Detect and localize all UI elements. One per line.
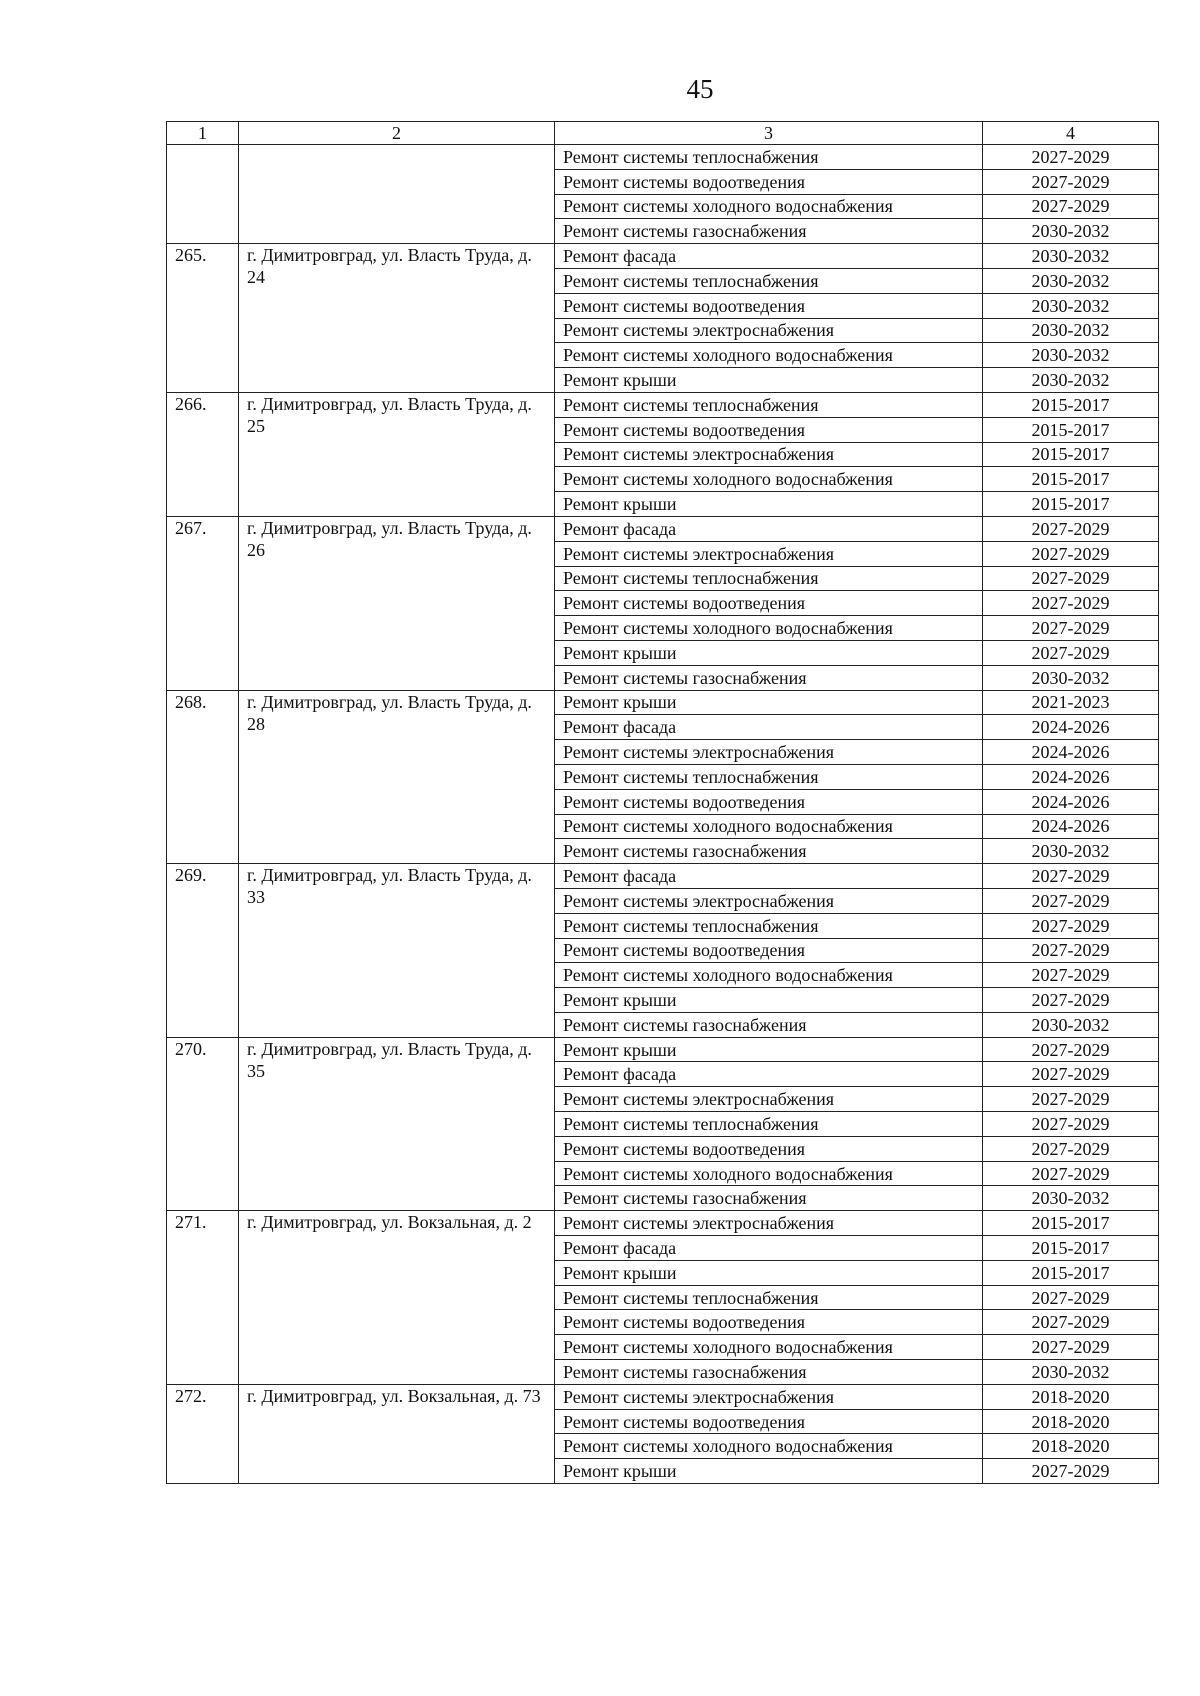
work-period: 2030-2032 <box>983 839 1159 864</box>
work-period: 2027-2029 <box>983 963 1159 988</box>
header-col-1: 1 <box>167 122 239 145</box>
work-period: 2027-2029 <box>983 1062 1159 1087</box>
work-period: 2027-2029 <box>983 1335 1159 1360</box>
work-period: 2015-2017 <box>983 467 1159 492</box>
building-address: г. Димитровград, ул. Власть Труда, д. 33 <box>239 864 555 1038</box>
building-address: г. Димитровград, ул. Власть Труда, д. 25 <box>239 392 555 516</box>
work-period: 2030-2032 <box>983 318 1159 343</box>
item-number: 271. <box>167 1211 239 1385</box>
work-type: Ремонт системы водоотведения <box>555 417 983 442</box>
item-number <box>167 145 239 244</box>
work-period: 2027-2029 <box>983 566 1159 591</box>
building-address <box>239 145 555 244</box>
table-row <box>167 690 1159 715</box>
work-type: Ремонт системы холодного водоснабжения <box>555 467 983 492</box>
work-type: Ремонт крыши <box>555 690 983 715</box>
table-row <box>167 1037 1159 1062</box>
work-type: Ремонт системы электроснабжения <box>555 1087 983 1112</box>
page-number: 45 <box>686 74 714 104</box>
item-number: 268. <box>167 690 239 864</box>
work-period: 2027-2029 <box>983 194 1159 219</box>
header-row <box>167 122 1159 145</box>
work-type: Ремонт фасада <box>555 1236 983 1261</box>
work-period: 2030-2032 <box>983 368 1159 393</box>
work-type: Ремонт системы электроснабжения <box>555 1211 983 1236</box>
work-type: Ремонт системы водоотведения <box>555 1310 983 1335</box>
work-type: Ремонт фасада <box>555 864 983 889</box>
item-number: 270. <box>167 1037 239 1211</box>
work-period: 2030-2032 <box>983 665 1159 690</box>
table-body <box>167 145 1159 1484</box>
work-type: Ремонт системы водоотведения <box>555 1136 983 1161</box>
work-type: Ремонт системы теплоснабжения <box>555 392 983 417</box>
work-type: Ремонт системы водоотведения <box>555 293 983 318</box>
work-type: Ремонт системы теплоснабжения <box>555 268 983 293</box>
work-type: Ремонт системы электроснабжения <box>555 318 983 343</box>
work-period: 2030-2032 <box>983 1186 1159 1211</box>
work-period: 2024-2026 <box>983 814 1159 839</box>
item-number: 269. <box>167 864 239 1038</box>
building-address: г. Димитровград, ул. Власть Труда, д. 28 <box>239 690 555 864</box>
work-type: Ремонт крыши <box>555 1260 983 1285</box>
table-row <box>167 244 1159 269</box>
work-type: Ремонт системы газоснабжения <box>555 1012 983 1037</box>
work-period: 2024-2026 <box>983 764 1159 789</box>
repair-schedule-table <box>166 121 1159 1484</box>
work-type: Ремонт системы электроснабжения <box>555 541 983 566</box>
work-period: 2018-2020 <box>983 1434 1159 1459</box>
work-type: Ремонт крыши <box>555 1037 983 1062</box>
work-period: 2027-2029 <box>983 1285 1159 1310</box>
work-period: 2018-2020 <box>983 1384 1159 1409</box>
work-type: Ремонт фасада <box>555 516 983 541</box>
work-type: Ремонт системы теплоснабжения <box>555 1112 983 1137</box>
work-period: 2015-2017 <box>983 1236 1159 1261</box>
work-type: Ремонт системы теплоснабжения <box>555 145 983 170</box>
work-period: 2030-2032 <box>983 268 1159 293</box>
work-period: 2030-2032 <box>983 293 1159 318</box>
work-period: 2015-2017 <box>983 492 1159 517</box>
work-period: 2024-2026 <box>983 789 1159 814</box>
work-type: Ремонт системы холодного водоснабжения <box>555 194 983 219</box>
building-address: г. Димитровград, ул. Вокзальная, д. 2 <box>239 1211 555 1385</box>
work-type: Ремонт системы газоснабжения <box>555 219 983 244</box>
work-type: Ремонт фасада <box>555 1062 983 1087</box>
work-period: 2027-2029 <box>983 888 1159 913</box>
work-period: 2027-2029 <box>983 169 1159 194</box>
work-type: Ремонт фасада <box>555 715 983 740</box>
work-period: 2027-2029 <box>983 988 1159 1013</box>
work-type: Ремонт системы электроснабжения <box>555 442 983 467</box>
work-type: Ремонт системы холодного водоснабжения <box>555 616 983 641</box>
work-type: Ремонт крыши <box>555 988 983 1013</box>
work-period: 2030-2032 <box>983 244 1159 269</box>
work-period: 2030-2032 <box>983 343 1159 368</box>
work-period: 2015-2017 <box>983 1260 1159 1285</box>
work-type: Ремонт системы водоотведения <box>555 789 983 814</box>
work-period: 2021-2023 <box>983 690 1159 715</box>
work-period: 2027-2029 <box>983 913 1159 938</box>
work-type: Ремонт системы водоотведения <box>555 591 983 616</box>
work-period: 2030-2032 <box>983 1360 1159 1385</box>
work-type: Ремонт крыши <box>555 492 983 517</box>
building-address: г. Димитровград, ул. Власть Труда, д. 24 <box>239 244 555 393</box>
item-number: 272. <box>167 1384 239 1483</box>
work-type: Ремонт системы водоотведения <box>555 938 983 963</box>
building-address: г. Димитровград, ул. Вокзальная, д. 73 <box>239 1384 555 1483</box>
building-address: г. Димитровград, ул. Власть Труда, д. 26 <box>239 516 555 690</box>
table-row <box>167 1384 1159 1409</box>
work-type: Ремонт системы газоснабжения <box>555 1360 983 1385</box>
work-period: 2015-2017 <box>983 392 1159 417</box>
table-row <box>167 516 1159 541</box>
work-period: 2027-2029 <box>983 938 1159 963</box>
work-type: Ремонт системы водоотведения <box>555 1409 983 1434</box>
work-type: Ремонт системы электроснабжения <box>555 740 983 765</box>
work-period: 2015-2017 <box>983 1211 1159 1236</box>
work-type: Ремонт системы газоснабжения <box>555 839 983 864</box>
table-row <box>167 864 1159 889</box>
item-number: 265. <box>167 244 239 393</box>
work-period: 2027-2029 <box>983 1087 1159 1112</box>
work-period: 2030-2032 <box>983 219 1159 244</box>
header-col-4: 4 <box>983 122 1159 145</box>
work-period: 2024-2026 <box>983 715 1159 740</box>
work-period: 2015-2017 <box>983 417 1159 442</box>
work-type: Ремонт системы газоснабжения <box>555 1186 983 1211</box>
table-row <box>167 392 1159 417</box>
work-period: 2024-2026 <box>983 740 1159 765</box>
header-col-3: 3 <box>555 122 983 145</box>
work-period: 2027-2029 <box>983 1161 1159 1186</box>
work-type: Ремонт системы холодного водоснабжения <box>555 343 983 368</box>
work-period: 2027-2029 <box>983 516 1159 541</box>
table-row <box>167 1211 1159 1236</box>
work-period: 2030-2032 <box>983 1012 1159 1037</box>
building-address: г. Димитровград, ул. Власть Труда, д. 35 <box>239 1037 555 1211</box>
work-type: Ремонт системы теплоснабжения <box>555 566 983 591</box>
work-period: 2027-2029 <box>983 145 1159 170</box>
work-period: 2027-2029 <box>983 640 1159 665</box>
header-col-2: 2 <box>239 122 555 145</box>
work-type: Ремонт системы газоснабжения <box>555 665 983 690</box>
work-type: Ремонт системы теплоснабжения <box>555 764 983 789</box>
work-type: Ремонт системы холодного водоснабжения <box>555 963 983 988</box>
work-period: 2018-2020 <box>983 1409 1159 1434</box>
work-period: 2027-2029 <box>983 1459 1159 1484</box>
work-period: 2027-2029 <box>983 1310 1159 1335</box>
work-period: 2027-2029 <box>983 616 1159 641</box>
work-period: 2027-2029 <box>983 1136 1159 1161</box>
work-type: Ремонт системы холодного водоснабжения <box>555 814 983 839</box>
work-type: Ремонт крыши <box>555 368 983 393</box>
work-type: Ремонт фасада <box>555 244 983 269</box>
work-type: Ремонт крыши <box>555 640 983 665</box>
work-period: 2027-2029 <box>983 591 1159 616</box>
work-type: Ремонт системы холодного водоснабжения <box>555 1434 983 1459</box>
item-number: 266. <box>167 392 239 516</box>
work-period: 2027-2029 <box>983 864 1159 889</box>
work-type: Ремонт системы теплоснабжения <box>555 1285 983 1310</box>
item-number: 267. <box>167 516 239 690</box>
work-type: Ремонт системы холодного водоснабжения <box>555 1335 983 1360</box>
work-type: Ремонт системы холодного водоснабжения <box>555 1161 983 1186</box>
work-type: Ремонт системы теплоснабжения <box>555 913 983 938</box>
work-period: 2015-2017 <box>983 442 1159 467</box>
work-type: Ремонт крыши <box>555 1459 983 1484</box>
work-period: 2027-2029 <box>983 541 1159 566</box>
work-type: Ремонт системы электроснабжения <box>555 1384 983 1409</box>
work-period: 2027-2029 <box>983 1037 1159 1062</box>
table-row <box>167 145 1159 170</box>
work-type: Ремонт системы электроснабжения <box>555 888 983 913</box>
work-period: 2027-2029 <box>983 1112 1159 1137</box>
work-type: Ремонт системы водоотведения <box>555 169 983 194</box>
